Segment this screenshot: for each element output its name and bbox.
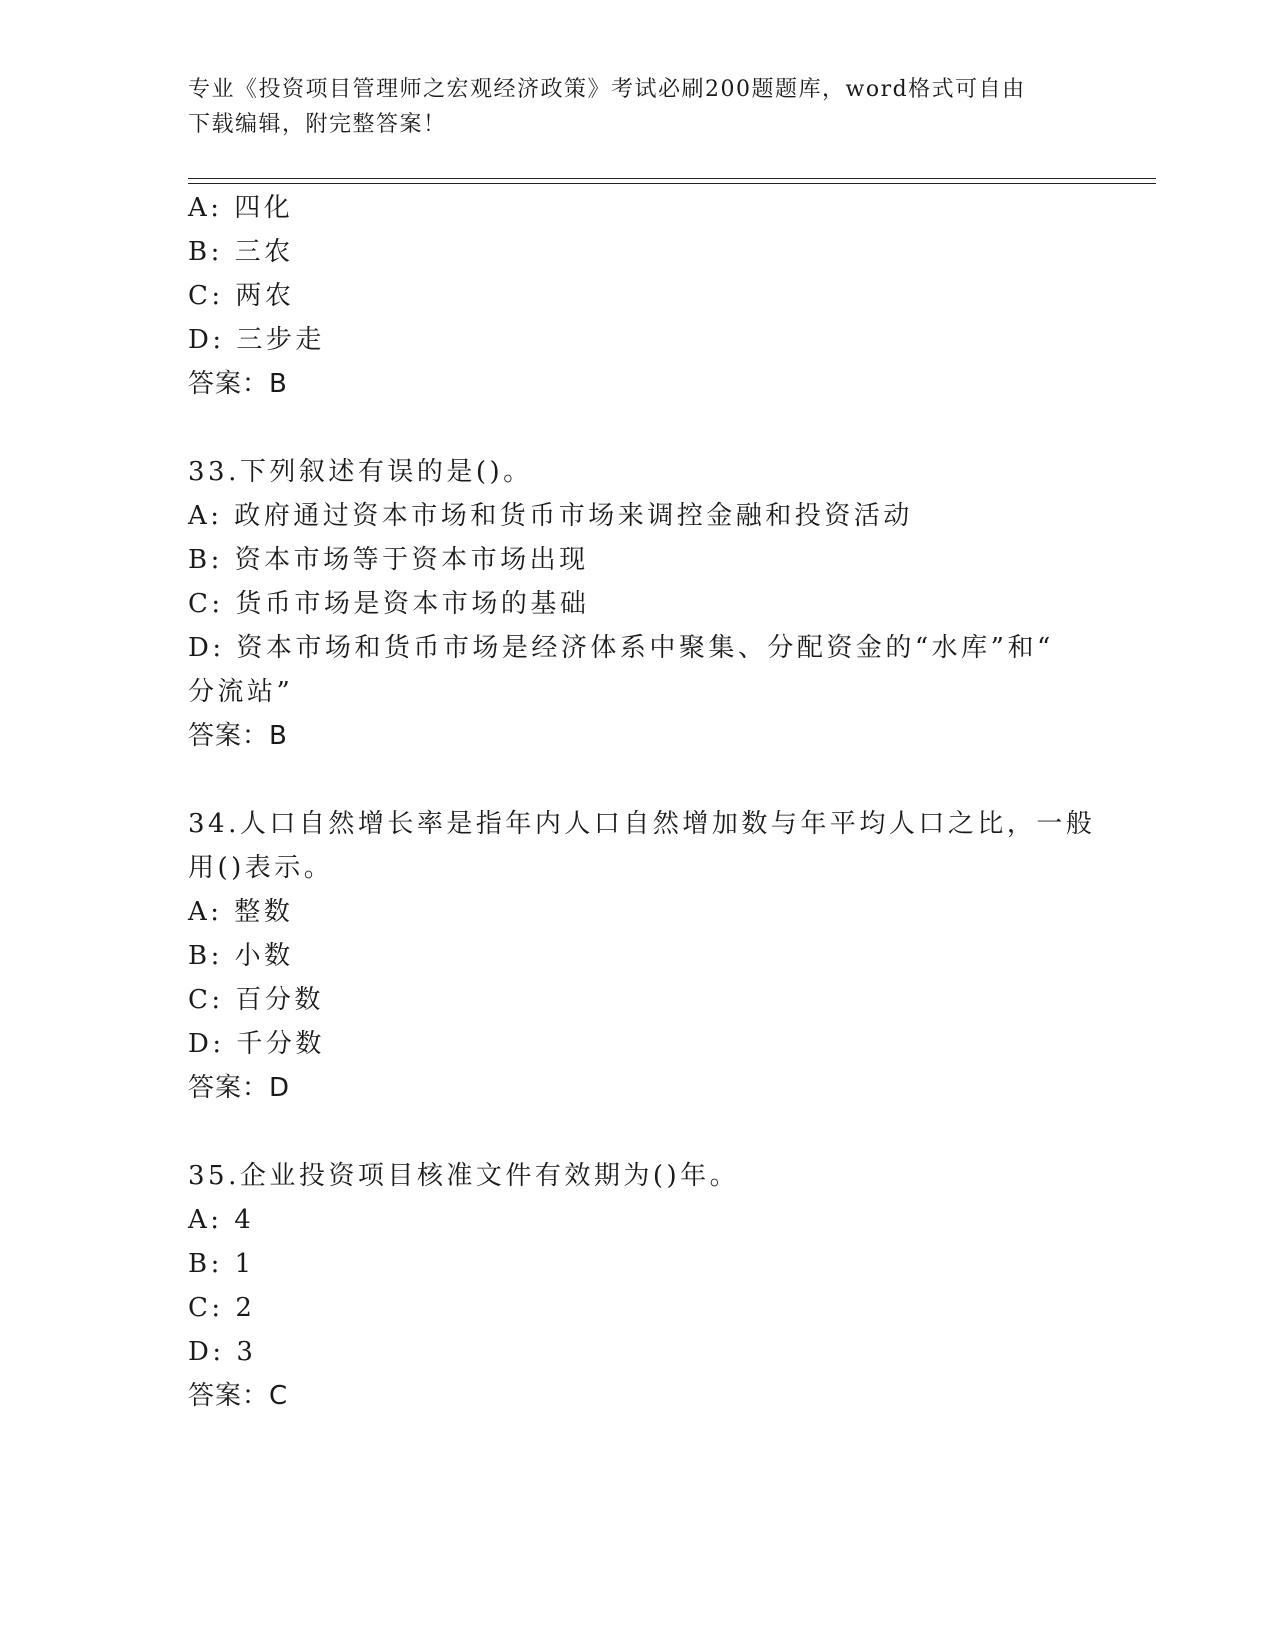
q35-option-d: D: 3	[188, 1337, 257, 1367]
q33-question: 33.下列叙述有误的是()。	[188, 457, 533, 487]
q33-option-b: B: 资本市场等于资本市场出现	[188, 545, 589, 575]
q32-option-b: B: 三农	[188, 237, 294, 267]
q33-option-c: C: 货币市场是资本市场的基础	[188, 589, 590, 619]
q35-question: 35.企业投资项目核准文件有效期为()年。	[188, 1161, 740, 1191]
q35-option-a: A: 4	[188, 1205, 255, 1235]
header-divider-thick	[188, 178, 1156, 179]
q34-option-a: A: 整数	[188, 897, 294, 927]
q34-option-b: B: 小数	[188, 941, 294, 971]
q35-option-c: C: 2	[188, 1293, 256, 1323]
q33-option-d: D: 资本市场和货币市场是经济体系中聚集、分配资金的“水库”和“	[188, 633, 1054, 663]
q33-option-d-cont: 分流站”	[188, 677, 294, 707]
q34-option-d: D: 千分数	[188, 1029, 325, 1059]
header-line-1: 专业《投资项目管理师之宏观经济政策》考试必刷200题题库，word格式可自由	[188, 77, 1026, 102]
q33-answer: 答案：B	[188, 721, 288, 751]
q34-question-line-1: 34.人口自然增长率是指年内人口自然增加数与年平均人口之比，一般	[188, 809, 1096, 839]
header-divider-thin	[188, 183, 1156, 184]
q33-option-a: A: 政府通过资本市场和货币市场来调控金融和投资活动	[188, 501, 913, 531]
q32-option-d: D: 三步走	[188, 325, 325, 355]
q34-option-c: C: 百分数	[188, 985, 324, 1015]
q35-option-b: B: 1	[188, 1249, 255, 1279]
q32-answer: 答案：B	[188, 369, 288, 399]
header-line-2: 下载编辑，附完整答案！	[188, 112, 447, 137]
q32-option-a: A: 四化	[188, 193, 294, 223]
document-header	[188, 72, 1068, 142]
q35-answer: 答案：C	[188, 1381, 289, 1411]
q32-option-c: C: 两农	[188, 281, 295, 311]
q34-question-line-2: 用()表示。	[188, 853, 334, 883]
q34-answer: 答案：D	[188, 1073, 291, 1103]
